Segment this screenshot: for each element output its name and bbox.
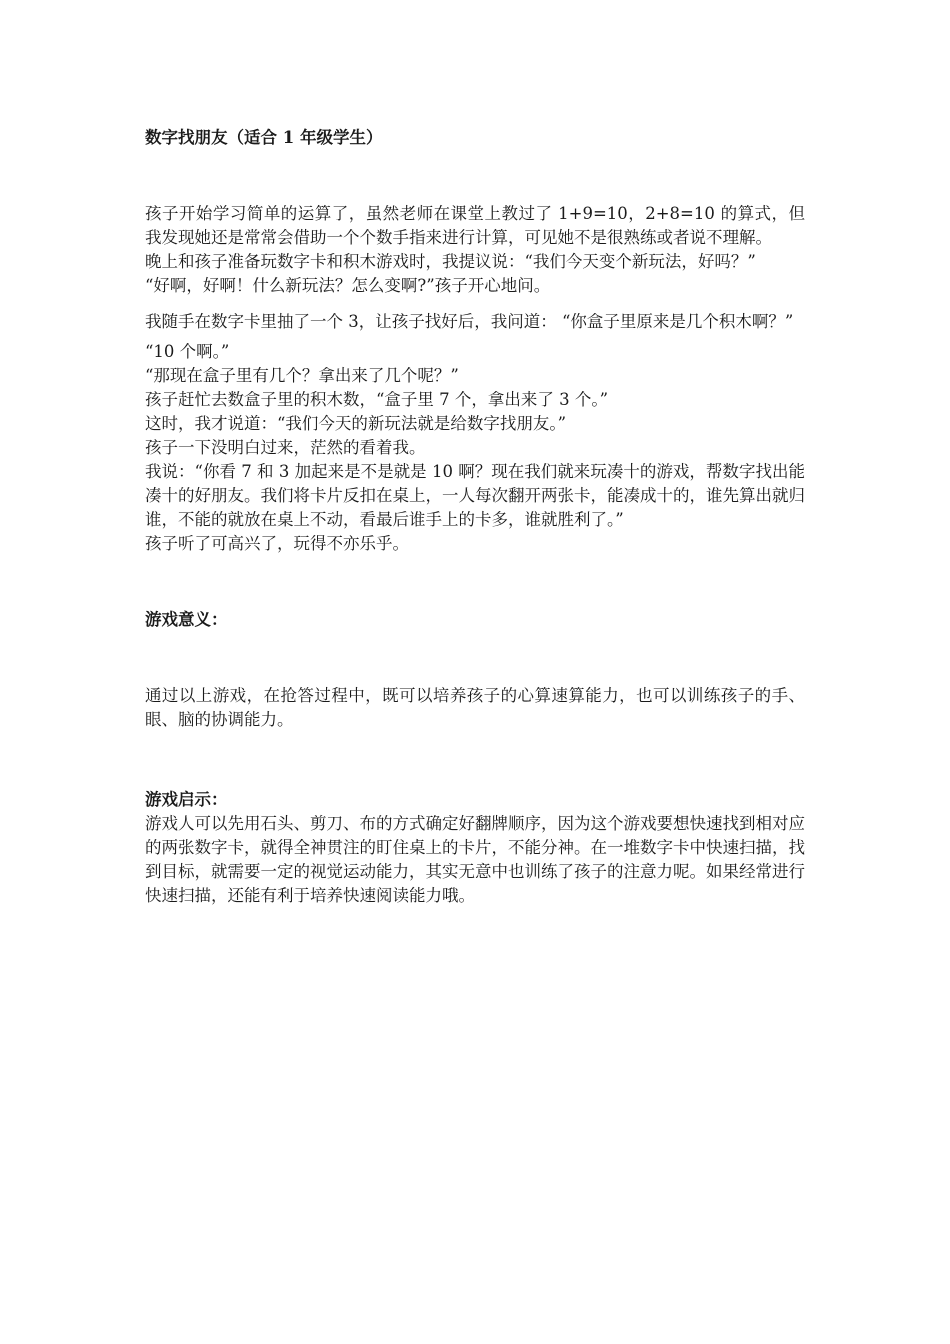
document-title: 数字找朋友（适合 1 年级学生） — [145, 128, 383, 147]
story-paragraph-9: 孩子一下没明白过来，茫然的看着我。 — [145, 438, 426, 457]
spacer — [145, 556, 805, 608]
story-paragraph-8: 这时，我才说道：“我们今天的新玩法就是给数字找朋友。” — [145, 414, 567, 433]
story-paragraph-5: “10 个啊。” — [145, 342, 230, 361]
story-paragraph-4: 我随手在数字卡里抽了一个 3，让孩子找好后，我问道： “你盒子里原来是几个积木啊？” — [145, 312, 794, 331]
story-paragraph-1: 孩子开始学习简单的运算了，虽然老师在课堂上教过了 1+9=10，2+8=10 的算式，但我发现她还是常常会借助一个个数手指来进行计算，可见她不是很熟练或者说不理解。 — [145, 204, 805, 247]
document-page — [145, 118, 805, 908]
meaning-paragraph: 通过以上游戏，在抢答过程中，既可以培养孩子的心算速算能力，也可以训练孩子的手、眼、脑的协调能力。 — [145, 686, 805, 729]
meaning-heading: 游戏意义： — [145, 610, 228, 629]
insight-heading: 游戏启示： — [145, 790, 228, 809]
story-paragraph-11: 孩子听了可高兴了，玩得不亦乐乎。 — [145, 534, 409, 553]
story-paragraph-7: 孩子赶忙去数盒子里的积木数，“盒子里 7 个，拿出来了 3 个。” — [145, 390, 609, 409]
story-paragraph-3: “好啊，好啊！什么新玩法？怎么变啊?”孩子开心地问。 — [145, 276, 551, 295]
story-paragraph-6: “那现在盒子里有几个？拿出来了几个呢？” — [145, 366, 459, 385]
spacer — [145, 632, 805, 684]
story-paragraph-2: 晚上和孩子准备玩数字卡和积木游戏时，我提议说：“我们今天变个新玩法，好吗？” — [145, 252, 756, 271]
insight-paragraph: 游戏人可以先用石头、剪刀、布的方式确定好翻牌顺序，因为这个游戏要想快速找到相对应的两张数字卡，就得全神贯注的盯住桌上的卡片，不能分神。在一堆数字卡中快速扫描，找到目标，就需要一定的视觉运动能力，其实无意中也训练了孩子的注意力呢。如果经常进行快速扫描，还能有利于培养快速阅读能力哦。 — [145, 814, 805, 905]
story-paragraph-10: 我说：“你看 7 和 3 加起来是不是就是 10 啊？现在我们就来玩凑十的游戏，帮数字找出能凑十的好朋友。我们将卡片反扣在桌上，一人每次翻开两张卡，能凑成十的，谁先算出就归谁，不能的就放在桌上不动，看最后谁手上的卡多，谁就胜利了。” — [145, 462, 805, 529]
spacer — [145, 732, 805, 788]
spacer — [145, 158, 805, 202]
